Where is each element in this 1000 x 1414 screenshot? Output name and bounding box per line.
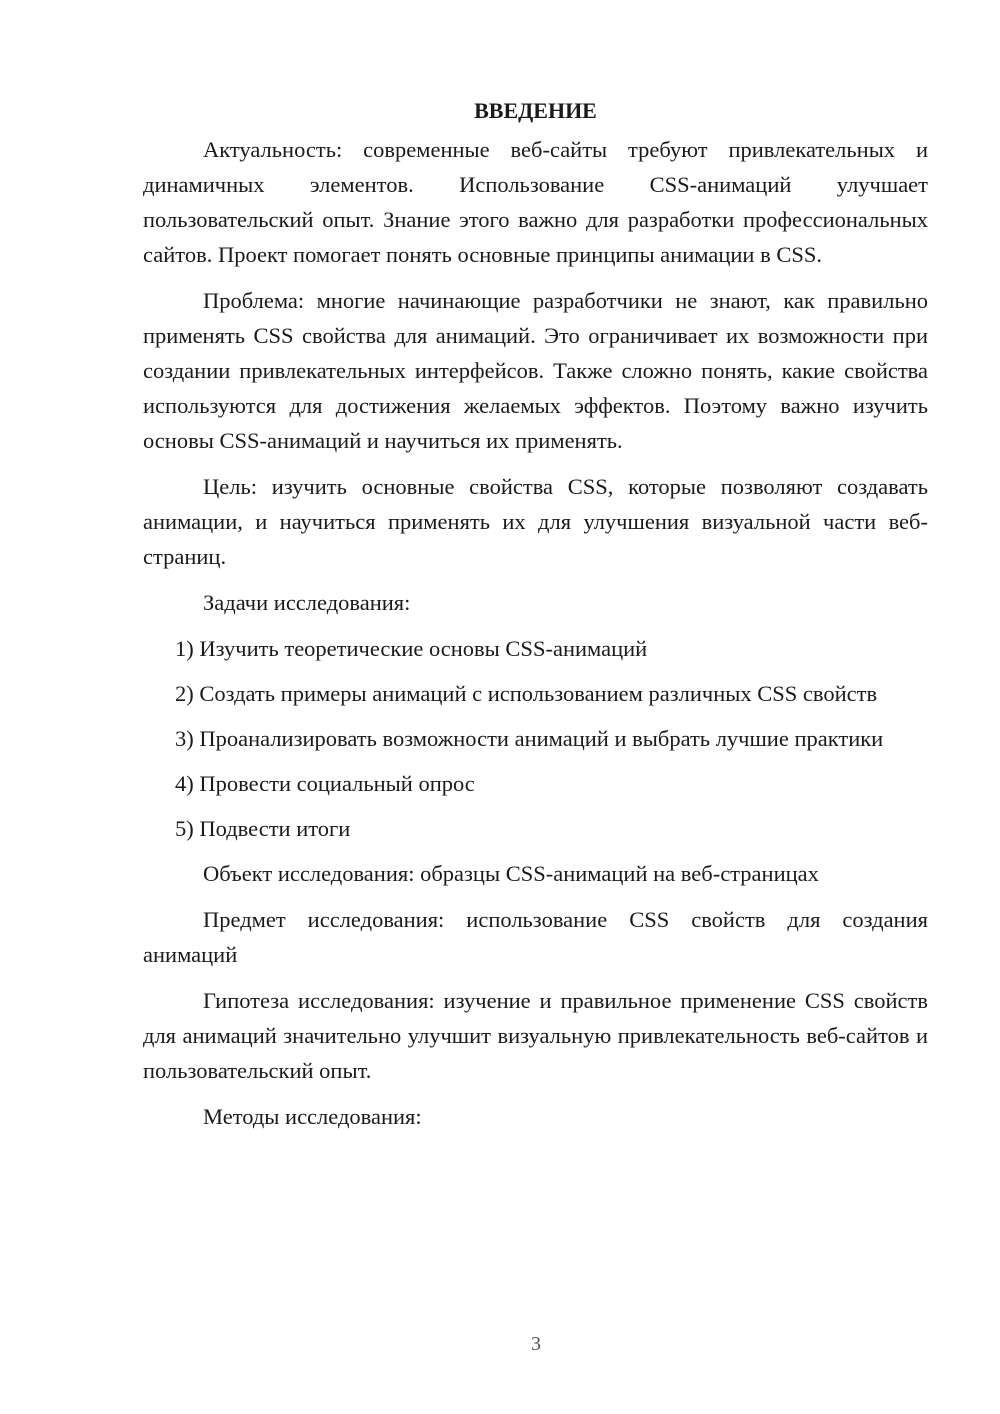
task-item-2: 2) Создать примеры анимаций с использованием различных CSS свойств <box>175 681 878 706</box>
problem-paragraph: Проблема: многие начинающие разработчики не знают, как правильно применять CSS свойства для анимаций. Это ограничивает их возможности при создании привлекательных интерфейсов. Также сложно понять, какие свойства используются для достижения желаемых эффектов. Поэтому важно изучить основы CSS-анимаций и научиться их применять. <box>143 288 928 453</box>
hypothesis-paragraph: Гипотеза исследования: изучение и правильное применение CSS свойств для анимаций значительно улучшит визуальную привлекательность веб-сайтов и пользовательский опыт. <box>143 988 928 1083</box>
task-item-5: 5) Подвести итоги <box>175 816 351 841</box>
task-item-1: 1) Изучить теоретические основы CSS-анимаций <box>175 636 648 661</box>
goal-paragraph: Цель: изучить основные свойства CSS, которые позволяют создавать анимации, и научиться применять их для улучшения визуальной части веб-страниц. <box>143 474 928 569</box>
object-paragraph: Объект исследования: образцы CSS-анимаций на веб-страницах <box>203 861 819 886</box>
document-page <box>143 93 928 1145</box>
task-item-3: 3) Проанализировать возможности анимаций и выбрать лучшие практики <box>175 726 884 751</box>
tasks-title: Задачи исследования: <box>203 590 411 615</box>
task-item-4: 4) Провести социальный опрос <box>175 771 475 796</box>
subject-paragraph: Предмет исследования: использование CSS свойств для создания анимаций <box>143 907 928 967</box>
section-heading: ВВЕДЕНИЕ <box>474 98 597 123</box>
relevance-paragraph: Актуальность: современные веб-сайты требуют привлекательных и динамичных элементов. Использование CSS-анимаций улучшает пользовательский опыт. Знание этого важно для разработки профессиональных сайтов. Проект помогает понять основные принципы анимации в CSS. <box>143 137 928 267</box>
methods-paragraph: Методы исследования: <box>203 1104 422 1129</box>
page-number: 3 <box>531 1333 541 1355</box>
